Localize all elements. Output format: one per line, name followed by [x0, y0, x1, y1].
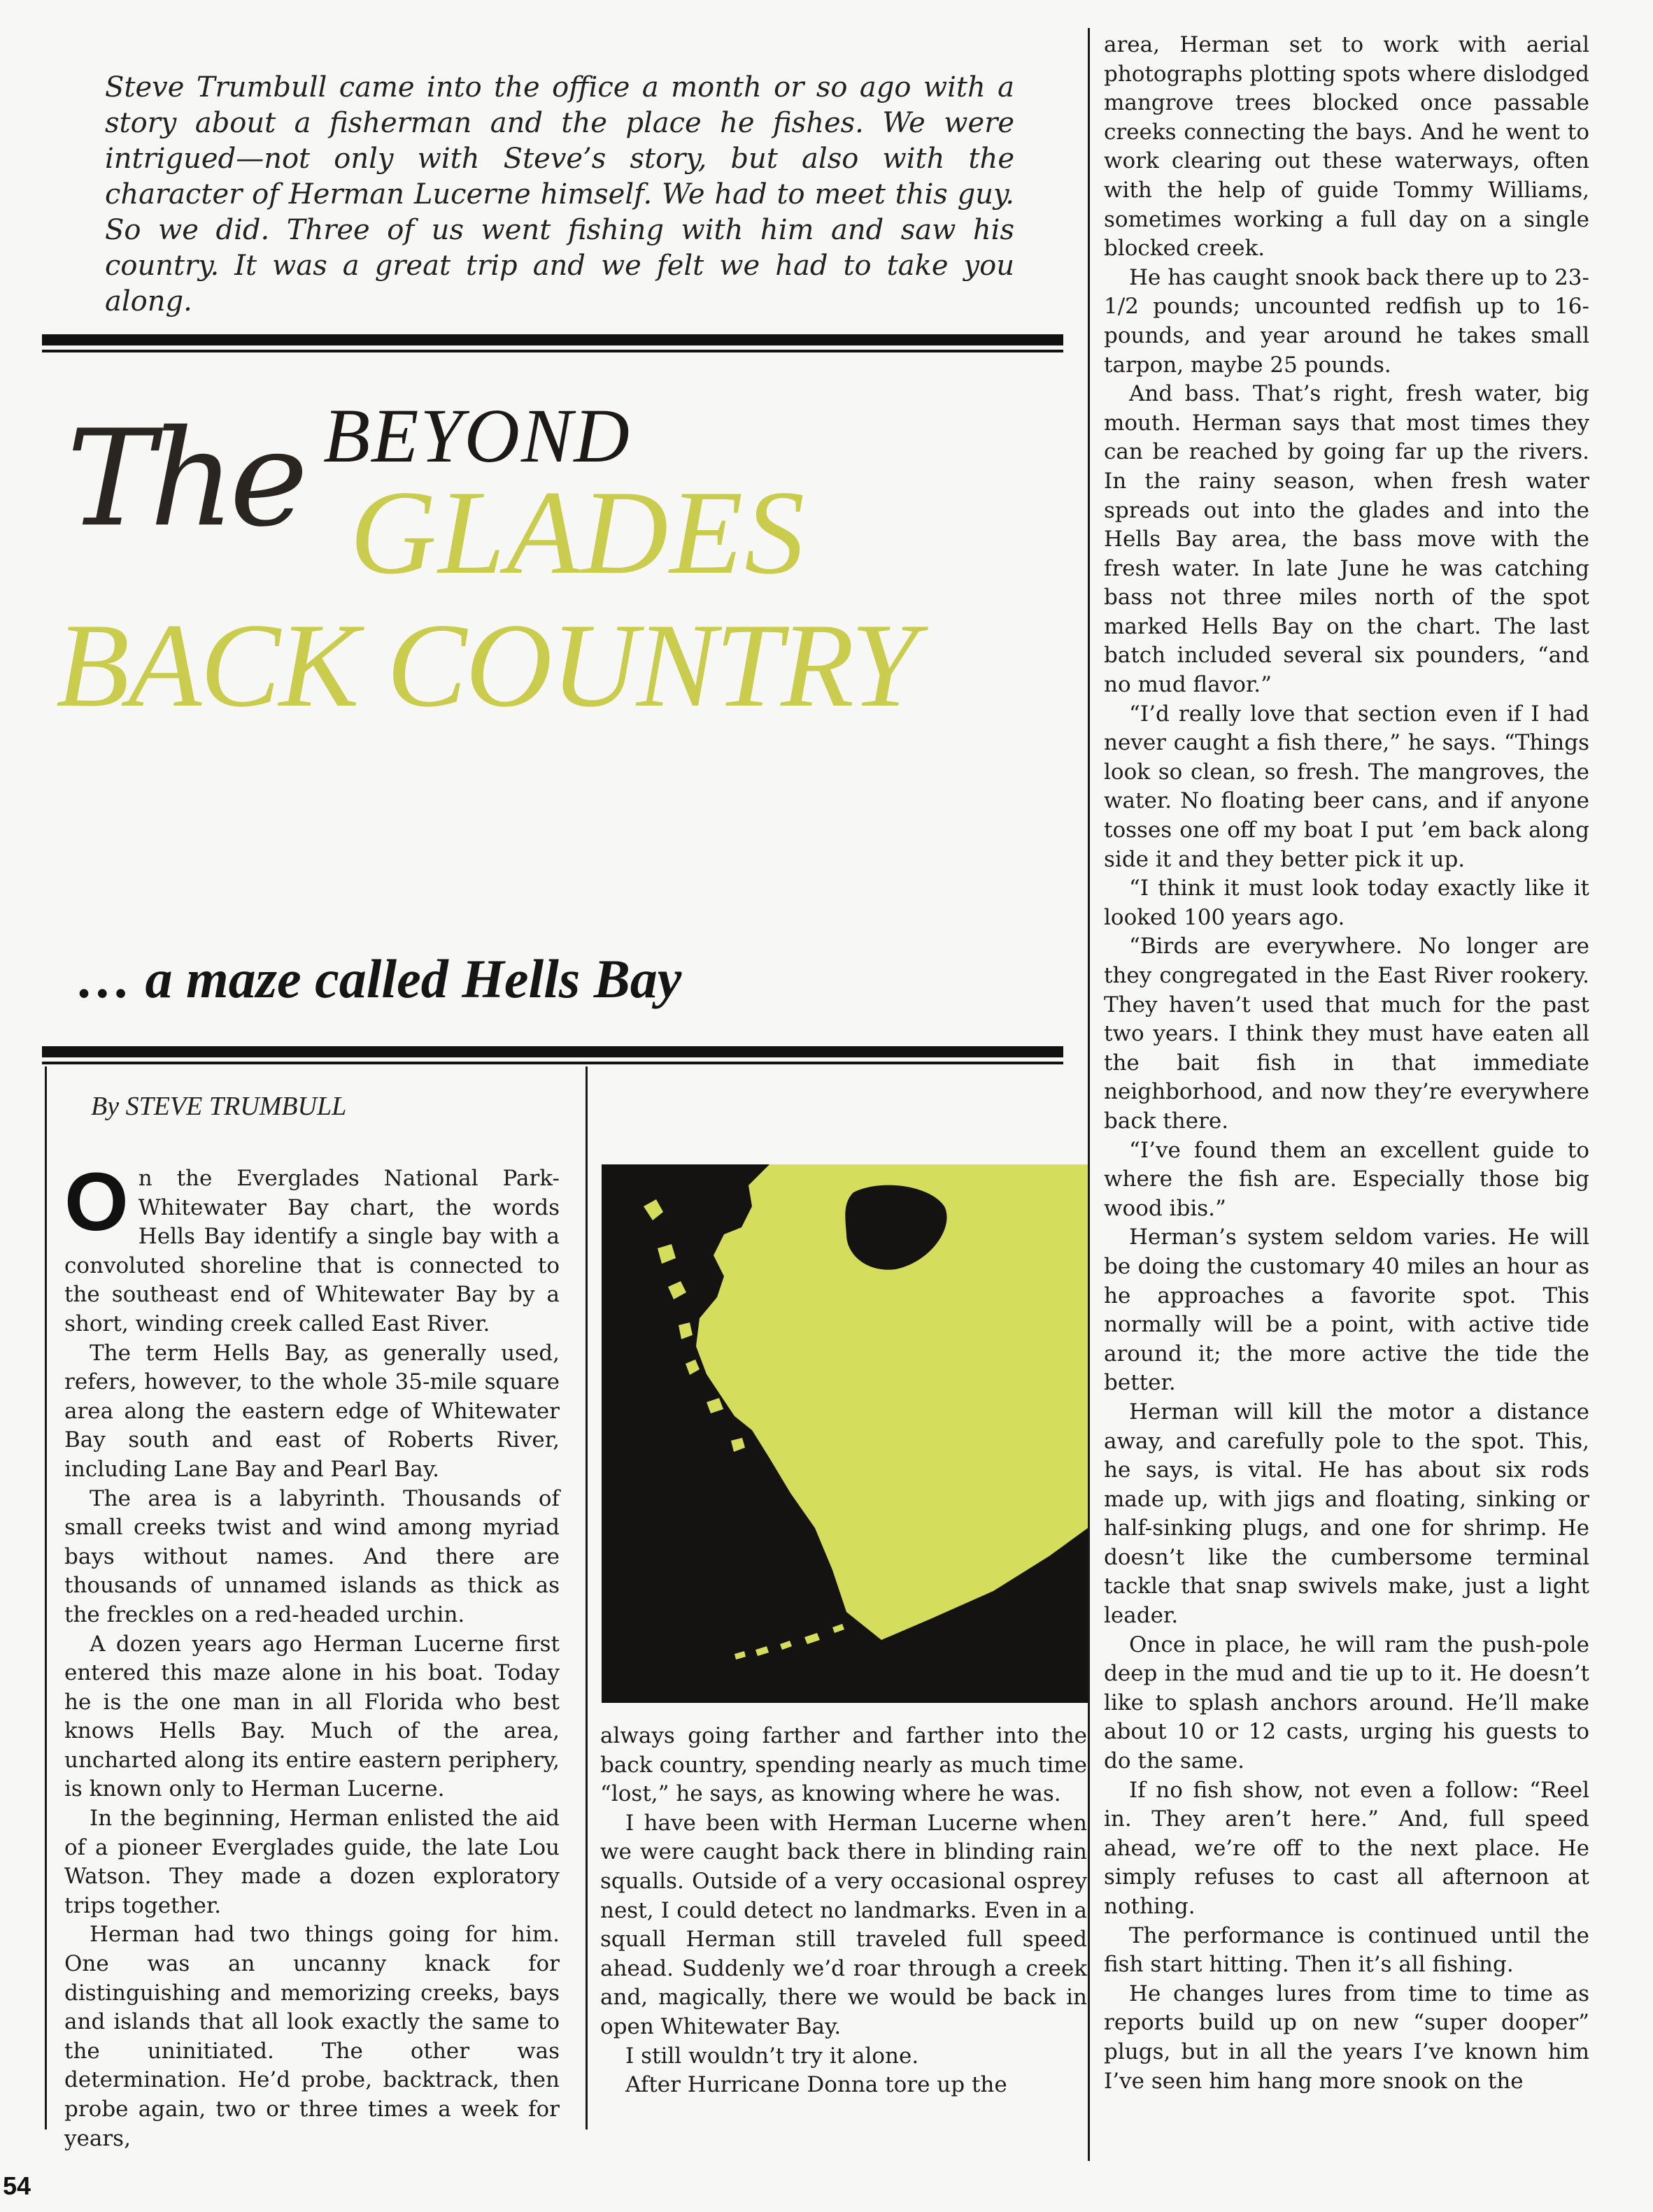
paragraph: I have been with Herman Lucerne when we were caught back there in blinding rain squalls. Outside of a very occasional osprey nest, I could detect no landmarks. Even in a squall Herman still traveled full speed ahead. Suddenly we’d roar through a creek and, magically, there we would be back in open Whitewater Bay. [600, 1810, 1087, 2039]
column-divider-right [1088, 28, 1090, 2161]
title-the: The [66, 401, 303, 556]
title-bottom-rule-thin [42, 1062, 1063, 1064]
subtitle: … a maze called Hells Bay [77, 948, 682, 1009]
paragraph: Herman had two things going for him. One was an uncanny knack for distinguishing and memorizing creeks, bays and islands that all look exactly the same to the uninitiated. The other was determination. He’d probe, backtrack, then probe again, two or three times a week for years, [64, 1922, 560, 2151]
paragraph: “Birds are everywhere. No longer are they congregated in the East River rookery. They haven’t used that much for the past two years. I think they must have eaten all the bait fish in that immediate neighborhood, and now they’re everywhere back there. [1104, 934, 1589, 1134]
title-top-rule [42, 334, 1063, 345]
title-bottom-rule [42, 1046, 1063, 1057]
paragraph: Herman will kill the motor a distance away, and carefully pole to the spot. This, he says, is vital. He has about six rods made up, with jigs and floating, sinking or half-sinking plugs, and one for shrimp. He doesn’t like the cumbersome terminal tackle that snap swivels make, just a light leader. [1104, 1399, 1589, 1629]
paragraph: “I’ve found them an excellent guide to where the fish are. Especially those big wood ibis.” [1104, 1137, 1589, 1221]
paragraph: He has caught snook back there up to 23-1/2 pounds; uncounted redfish up to 16-pounds, and year around he takes small tarpon, maybe 25 pounds. [1104, 264, 1589, 378]
article-column-2 [600, 1722, 1087, 2100]
paragraph: “I’d really love that section even if I had never caught a fish there,” he says. “Things look so clean, so fresh. The mangroves, the water. No floating beer cans, and if anyone tosses one off my boat I put ’em back along side it and they better pick it up. [1104, 701, 1589, 872]
column-divider-left [45, 1066, 47, 2129]
paragraph: area, Herman set to work with aerial photographs plotting spots where dislodged mangrove trees blocked once passable creeks connecting the bays. And he went to work clearing out these waterways, often with the help of guide Tommy Williams, sometimes working a full day on a single blocked creek. [1104, 32, 1589, 262]
paragraph: After Hurricane Donna tore up the [625, 2072, 1007, 2098]
paragraph: A dozen years ago Herman Lucerne first entered this maze alone in his boat. Today he is the one man in all Florida who best knows Hells Bay. Much of the area, uncharted along its entire eastern periphery, is known only to Herman Lucerne. [64, 1631, 560, 1802]
paragraph: “I think it must look today exactly like it looked 100 years ago. [1104, 876, 1589, 930]
paragraph: And bass. That’s right, fresh water, big mouth. Herman says that most times they can be reached by going far up the rivers. In the rainy season, when fresh water spreads out into the glades and into the Hells Bay area, the bass move with the fresh water. In late June he was catching bass not three miles north of the spot marked Hells Bay on the chart. The last batch included several six pounders, “and no mud flavor.” [1104, 381, 1589, 698]
title-glades: GLADES [350, 466, 807, 599]
paragraph: always going farther and farther into the back country, spending nearly as much time “lost,” he says, as knowing where he was. [600, 1723, 1087, 1807]
article-column-3 [1104, 31, 1589, 2096]
intro-blurb: Steve Trumbull came into the office a month or so ago with a story about a fisherman and the place he fishes. We were intrigued—not only with Steve’s story, but also with the character of Herman Lucerne himself. We had to meet this guy. So we did. Three of us went fishing with him and saw his country. It was a great trip and we felt we had to take you along. [105, 71, 1014, 317]
paragraph: The performance is continued until the fish start hitting. Then it’s all fishing. [1104, 1922, 1589, 1978]
drop-cap: O [64, 1156, 129, 1248]
title-back-country: BACK COUNTRY [56, 599, 916, 732]
paragraph: Once in place, he will ram the push-pole deep in the mud and tie up to it. He doesn’t like to splash anchors around. He’ll make about 10 or 12 casts, urging his guests to do the same. [1104, 1632, 1589, 1774]
paragraph: The area is a labyrinth. Thousands of small creeks twist and wind among myriad bays without names. And there are thousands of unnamed islands as thick as the freckles on a red-headed urchin. [64, 1485, 560, 1627]
column-divider-middle [586, 1066, 588, 2129]
page-number: 54 [3, 2171, 31, 2200]
map-svg [602, 1164, 1088, 1703]
hells-bay-map [602, 1164, 1088, 1703]
paragraph: If no fish show, not even a follow: “Reel in. They aren’t here.” And, full speed ahead, we’re off to the next place. He simply refuses to cast all afternoon at nothing. [1104, 1777, 1589, 1919]
title-top-rule-thin [42, 350, 1063, 352]
title-beyond: BEYOND [323, 393, 631, 478]
paragraph: He changes lures from time to time as reports build up on new “super dooper” plugs, but in all the years I’ve known him I’ve seen him hang more snook on the [1104, 1981, 1589, 2094]
paragraph: In the beginning, Herman enlisted the aid of a pioneer Everglades guide, the late Lou Watson. They made a dozen exploratory trips together. [64, 1806, 560, 1918]
paragraph: The term Hells Bay, as generally used, refers, however, to the whole 35-mile square area along the eastern edge of Whitewater Bay south and east of Roberts River, including Lane Bay and Pearl Bay. [64, 1340, 560, 1482]
article-column-1 [64, 1156, 560, 2153]
paragraph: I still wouldn’t try it alone. [625, 2043, 919, 2069]
byline: By STEVE TRUMBULL [91, 1092, 347, 1121]
paragraph: On the Everglades National Park-Whitewater Bay chart, the words Hells Bay identify a single bay with a convoluted shoreline that is connected to the southeast end of Whitewater Bay by a short, winding creek called East River. [64, 1156, 560, 1336]
paragraph: Herman’s system seldom varies. He will be doing the customary 40 miles an hour as he approaches a favorite spot. This normally will be a point, with active tide around it; the more active the tide the better. [1104, 1225, 1589, 1396]
